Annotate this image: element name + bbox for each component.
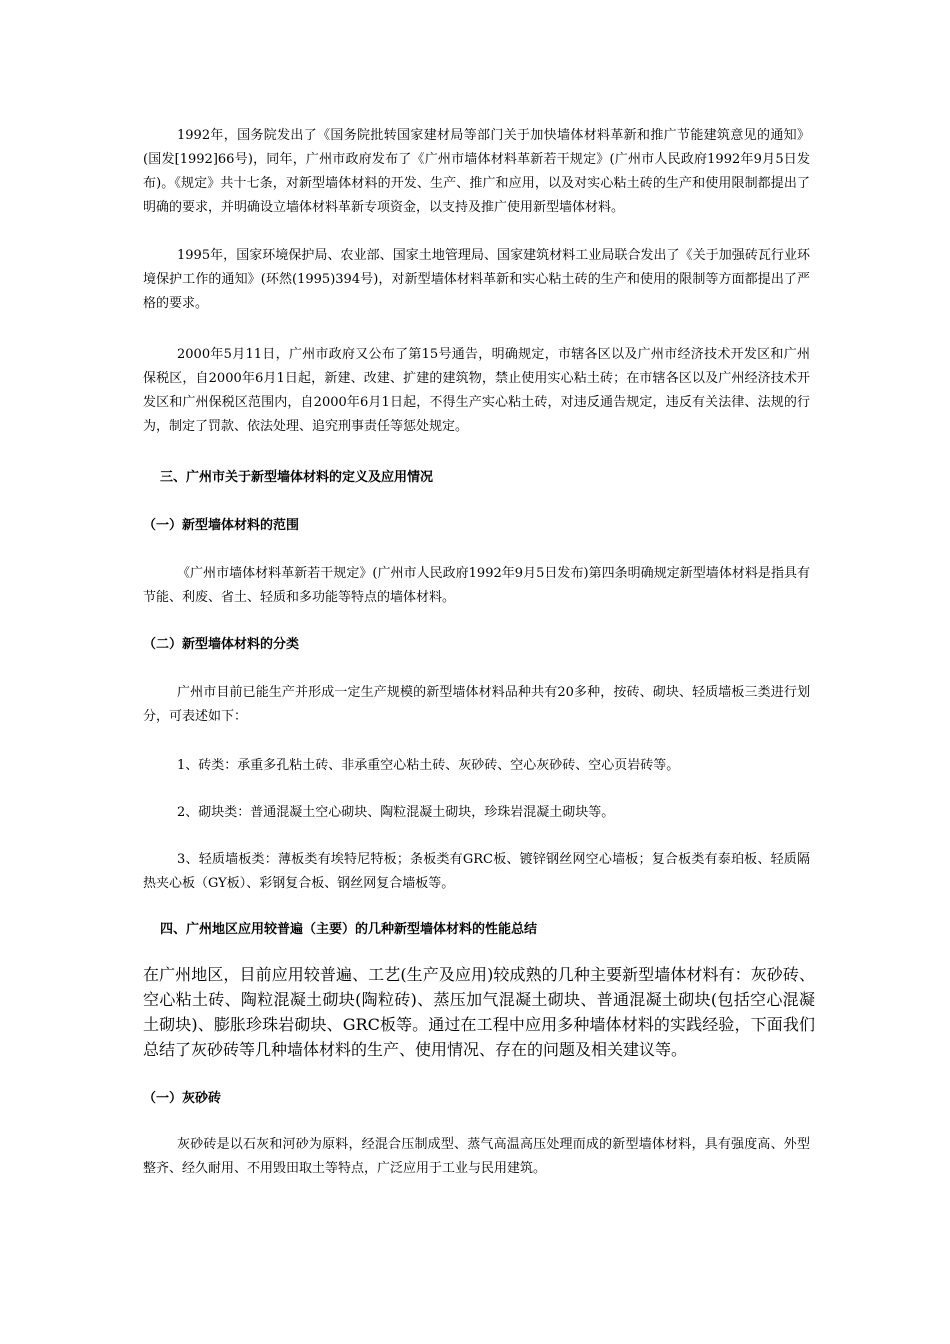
paragraph-summary-large: 在广州地区，目前应用较普遍、工艺(生产及应用)较成熟的几种主要新型墙体材料有：灰砂砖、空心粘土砖、陶粒混凝土砌块(陶粒砖)、蒸压加气混凝土砌块、普通混凝土砌块(包括空心混凝土砌块)、膨胀珍珠岩砌块、GRC板等。通过在工程中应用多种墙体材料的实践经验，下面我们总结了灰砂砖等几种墙体材料的生产、使用情况、存在的问题及相关建议等。 — [143, 965, 815, 1059]
subsection-heading-scope: （一）新型墙体材料的范围 — [143, 518, 300, 533]
list-item-light-wallboards: 3、轻质墙板类：薄板类有埃特尼特板；条板类有GRC板、镀锌钢丝网空心墙板；复合板类有泰珀板、轻质隔热夹心板（GY板）、彩钢复合板、钢丝网复合墙板等。 — [143, 852, 810, 891]
section-heading-3: 三、广州市关于新型墙体材料的定义及应用情况 — [160, 470, 434, 485]
subsection-heading-classification: （二）新型墙体材料的分类 — [143, 637, 300, 652]
subsection-heading-lime-sand-brick: （一）灰砂砖 — [143, 1091, 222, 1106]
list-item-blocks: 2、砌块类：普通混凝土空心砌块、陶粒混凝土砌块，珍珠岩混凝土砌块等。 — [177, 805, 615, 820]
paragraph-definition: 《广州市墙体材料革新若干规定》(广州市人民政府1992年9月5日发布)第四条明确规定新型墙体材料是指具有节能、利废、省土、轻质和多功能等特点的墙体材料。 — [143, 566, 810, 605]
paragraph-1992-policy: 1992年，国务院发出了《国务院批转国家建材局等部门关于加快墙体材料革新和推广节能建筑意见的通知》(国发[1992]66号)，同年，广州市政府发布了《广州市墙体材料革新若干规定》(广州市人民政府1992年9月5日发布)。《规定》共十七条，对新型墙体材料的开发、生产、推广和应用，以及对实心粘土砖的生产和使用限制都提出了明确的要求，并明确设立墙体材料革新专项资金，以支持及推广使用新型墙体材料。 — [143, 128, 810, 215]
paragraph-lime-sand-brick: 灰砂砖是以石灰和河砂为原料，经混合压制成型、蒸气高温高压处理而成的新型墙体材料，具有强度高、外型整齐、经久耐用、不用毁田取土等特点，广泛应用于工业与民用建筑。 — [143, 1137, 810, 1176]
paragraph-1995-notice: 1995年，国家环境保护局、农业部、国家土地管理局、国家建筑材料工业局联合发出了《关于加强砖瓦行业环境保护工作的通知》(环然(1995)394号)，对新型墙体材料革新和实心粘土砖的生产和使用的限制等方面都提出了严格的要求。 — [143, 248, 810, 311]
paragraph-classification-intro: 广州市目前已能生产并形成一定生产规模的新型墙体材料品种共有20多种，按砖、砌块、轻质墙板三类进行划分，可表述如下： — [143, 685, 810, 724]
list-item-bricks: 1、砖类：承重多孔粘土砖、非承重空心粘土砖、灰砂砖、空心灰砂砖、空心页岩砖等。 — [177, 758, 680, 773]
paragraph-2000-announcement: 2000年5月11日，广州市政府又公布了第15号通告，明确规定，市辖各区以及广州市经济技术开发区和广州保税区，自2000年6月1日起，新建、改建、扩建的建筑物，禁止使用实心粘土砖；在市辖各区以及广州经济技术开发区和广州保税区范围内，自2000年6月1日起，不得生产实心粘土砖，对违反通告规定，违反有关法律、法规的行为，制定了罚款、依法处理、追究刑事责任等惩处规定。 — [143, 347, 810, 434]
section-heading-4: 四、广州地区应用较普遍（主要）的几种新型墙体材料的性能总结 — [160, 922, 538, 937]
